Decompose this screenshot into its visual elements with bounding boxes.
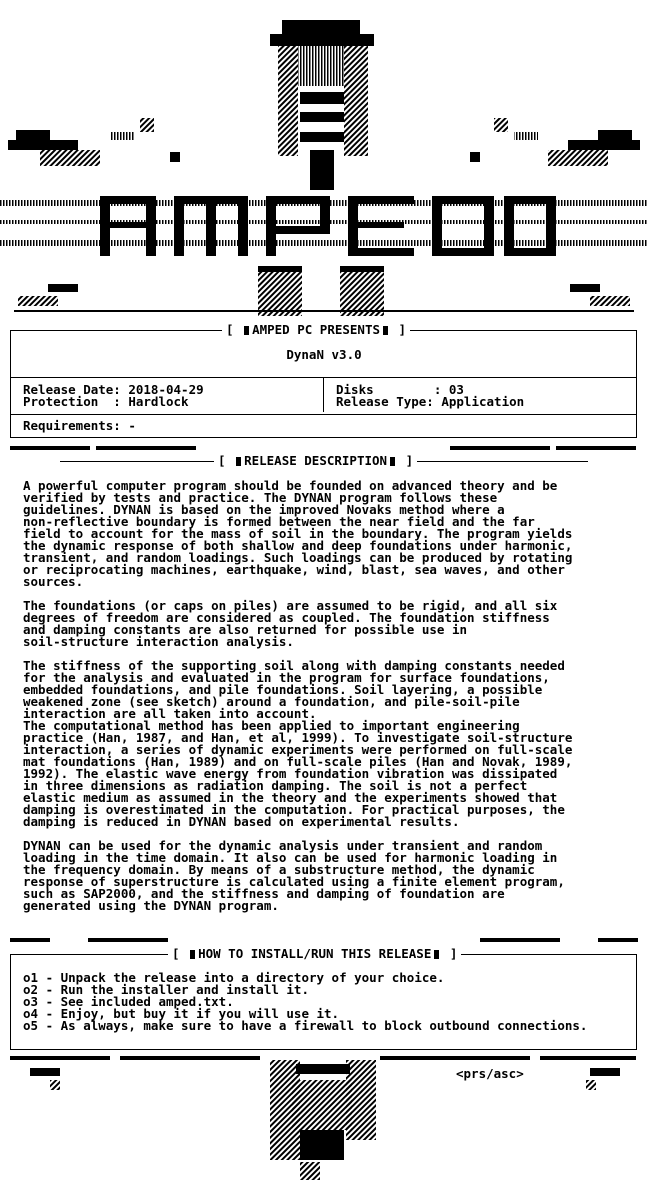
separator-bar — [480, 938, 560, 942]
divider-line — [10, 414, 637, 415]
install-header: [ HOW TO INSTALL/RUN THIS RELEASE ] — [168, 948, 461, 960]
separator-bar — [598, 938, 638, 942]
description-header: [ RELEASE DESCRIPTION ] — [214, 455, 417, 467]
description-paragraph: DYNAN can be used for the dynamic analysis under transient and random loading in the time domain. It also can be used for harmonic loading in the frequency domain. By means of a substructure method, the dynamic response of superstructure is calculated using a finite element program, such as SAP2000, and the stiffness and damping of foundation are generated using the DYNAN program. — [23, 838, 565, 913]
bottom-art — [0, 1050, 648, 1188]
install-label: HOW TO INSTALL/RUN THIS RELEASE — [198, 946, 432, 961]
description-label: RELEASE DESCRIPTION — [244, 453, 388, 468]
description-paragraph: The stiffness of the supporting soil along with damping constants needed for the analysis and evaluated in the program for surface foundations, embedded foundations, and pile foundations. Soil layering, a possible weakened zone (see sketch) around a foundation, and pile-soil-pile interaction are all taken into account. The computational method has been applied to important engineering practice (Han, 1987, and Han, et al, 1999). To investigate soil-structure interaction, a series of dynamic experiments were performed on full-scale mat foundations (Han, 1989) and on full-scale piles (Han and Novak, 1989, 1992). The elastic wave energy from foundation vibration was dissipated in three dimensions as radiation damping. The soil is not a perfect elastic medium as assumed in the theory and the experiments showed that damping is overestimated in the computation. For practical purposes, the damping is reduced in DYNAN based on experimental results. — [23, 658, 573, 829]
presents-header: [ AMPED PC PRESENTS ] — [222, 324, 410, 336]
description-paragraph: A powerful computer program should be founded on advanced theory and be verified by tests and practice. The DYNAN program follows these guidelines. DYNAN is based on the improved Novaks method where a non-reflective boundary is formed between the near field and the far field to account for the mass of soil in the boundary. The program yields the dynamic response of both shallow and deep foundations under harmonic, transient, and random loadings. Such loadings can be produced by rotating or reciprocating machines, earthquake, wind, blast, sea waves, and other sources. — [23, 478, 573, 589]
separator-bar — [10, 446, 90, 450]
requirements: Requirements: - — [23, 418, 136, 433]
install-step: o1 - Unpack the release into a directory of your choice. — [23, 970, 445, 985]
separator-bar — [10, 938, 50, 942]
amped-logo-art — [0, 0, 648, 330]
separator-bar — [96, 446, 196, 450]
signature: <prs/asc> — [456, 1066, 524, 1081]
presents-label: AMPED PC PRESENTS — [252, 322, 380, 337]
description-paragraph: The foundations (or caps on piles) are assumed to be rigid, and all six degrees of freedom are considered as coupled. The foundation stiffness and damping constants are also returned for possible use in soil-structure interaction analysis. — [23, 598, 558, 649]
install-step: o2 - Run the installer and install it. — [23, 982, 309, 997]
disks: Disks : 03 — [336, 382, 464, 397]
divider-line — [323, 378, 324, 412]
separator-bar — [88, 938, 168, 942]
release-date: Release Date: 2018-04-29 — [23, 382, 204, 397]
install-step: o3 - See included amped.txt. — [23, 994, 234, 1009]
protection: Protection : Hardlock — [23, 394, 189, 409]
release-title: DynaN v3.0 — [286, 347, 362, 362]
separator-bar — [556, 446, 636, 450]
install-step: o4 - Enjoy, but buy it if you will use it. — [23, 1006, 340, 1021]
release-type: Release Type: Application — [336, 394, 525, 409]
install-step: o5 - As always, make sure to have a firewall to block outbound connections. — [23, 1018, 588, 1033]
separator-bar — [450, 446, 550, 450]
